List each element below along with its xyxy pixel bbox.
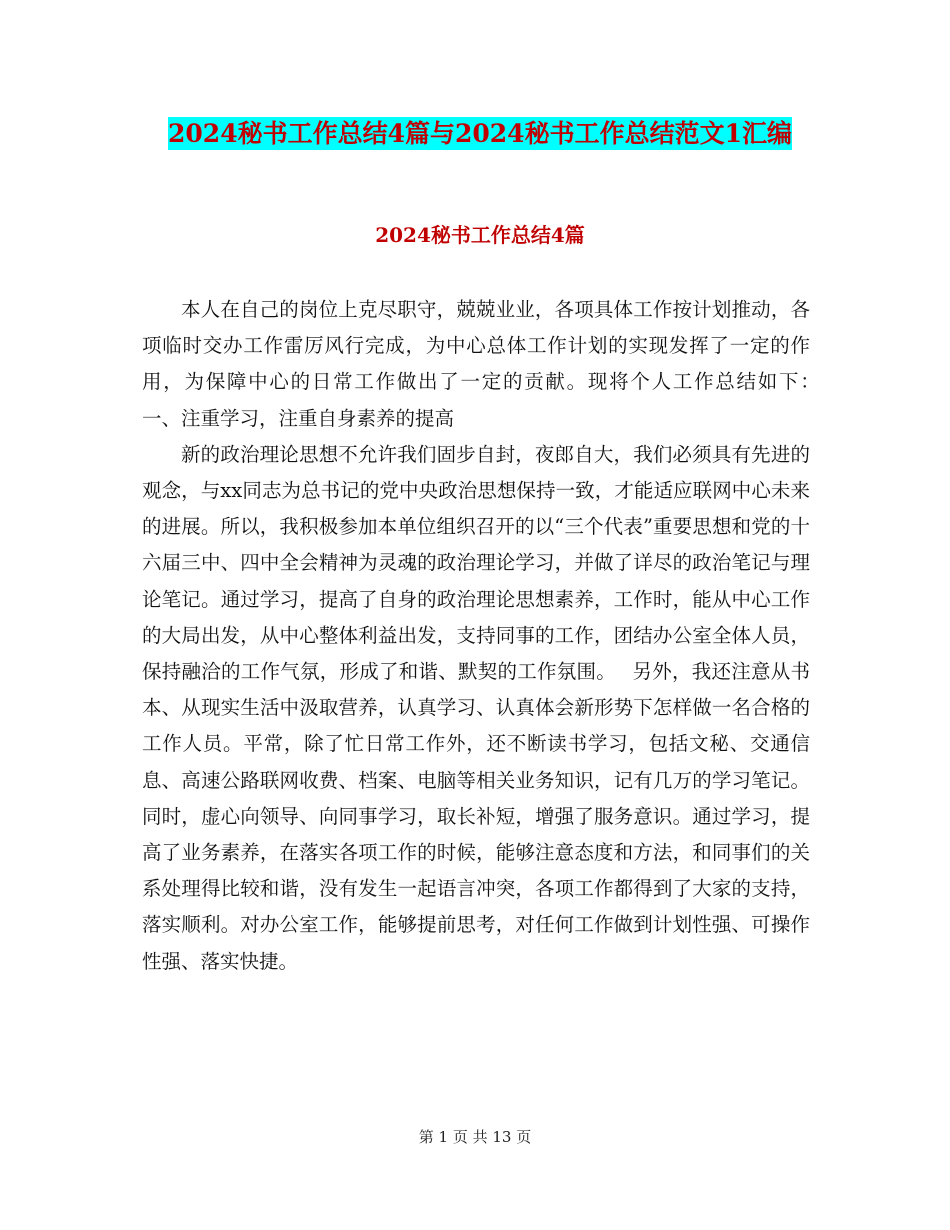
paragraph-1: 本人在自己的岗位上克尽职守，兢兢业业，各项具体工作按计划推动，各项临时交办工作雷厉风行完成，为中心总体工作计划的实现发挥了一定的作用，为保障中心的日常工作做出了一定的贡献。现将个人工作总结如下： 一、注重学习，注重自身素养的提高	[142, 298, 836, 430]
section-title: 2024秘书工作总结4篇	[375, 223, 585, 247]
paragraph-2: 新的政治理论思想不允许我们固步自封，夜郎自大，我们必须具有先进的观念，与xx同志为总书记的党中央政治思想保持一致，才能适应联网中心未来的进展。所以，我积极参加本单位组织召开的以“三个代表”重要思想和党的十六届三中、四中全会精神为灵魂的政治理论学习，并做了详尽的政治笔记与理论笔记。通过学习，提高了自身的政治理论思想素养，工作时，能从中心工作的大局出发，从中心整体利益出发，支持同事的工作，团结办公室全体人员，保持融洽的工作气氛，形成了和谐、默契的工作氛围。 另外，我还注意从书本、从现实生活中汲取营养，认真学习、认真体会新形势下怎样做一名合格的工作人员。平常，除了忙日常工作外，还不断读书学习，包括文秘、交通信息、高速公路联网收费、档案、电脑等相关业务知识，记有几万的学习笔记。同时，虚心向领导、向同事学习，取长补短，增强了服务意识。通过学习，提高了业务素养，在落实各项工作的时候，能够注意态度和方法，和同事们的关系处理得比较和谐，没有发生一起语言冲突，各项工作都得到了大家的支持，落实顺利。对办公室工作，能够提前思考，对任何工作做到计划性强、可操作性强、落实快捷。	[142, 442, 810, 973]
document-title	[140, 112, 820, 156]
document-title-text: 2024秘书工作总结4篇与2024秘书工作总结范文1汇编	[168, 119, 792, 148]
document-body	[142, 292, 836, 980]
page-footer: 第 1 页 共 13 页	[418, 1128, 532, 1146]
